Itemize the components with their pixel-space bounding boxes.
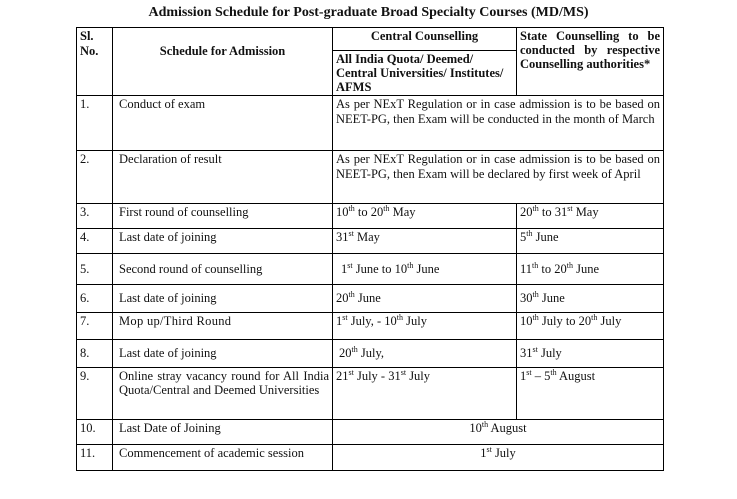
schedule-cell: Online stray vacancy round for All India Quota/Central and Deemed Universities [113,368,333,420]
row-number: 6. [77,285,113,313]
state-date-cell: 30th June [517,285,664,313]
table-row [77,254,664,285]
state-date-cell: 11th to 20th June [517,254,664,285]
schedule-cell: Last Date of Joining [113,420,333,445]
page-title: Admission Schedule for Post-graduate Broad Specialty Courses (MD/MS) [148,5,589,20]
central-date-cell: 10th to 20th May [333,204,517,229]
central-counselling-header: Central Counselling [333,28,517,51]
schedule-cell: Commencement of academic session [113,445,333,471]
row-number: 8. [77,340,113,368]
state-date-cell: 10th July to 20th July [517,313,664,340]
table-row [77,204,664,229]
central-date-cell: 21st July - 31st July [333,368,517,420]
row-number: 4. [77,229,113,254]
central-subheader: All India Quota/ Deemed/ Central Universities/ Institutes/ AFMS [333,51,517,96]
row-number: 11. [77,445,113,471]
schedule-cell: Mop up/Third Round [113,313,333,340]
row-number: 7. [77,313,113,340]
state-date-cell: 1st – 5th August [517,368,664,420]
table-row [77,151,664,204]
table-row [77,368,664,420]
table-row [77,96,664,151]
schedule-header: Schedule for Admission [113,28,333,96]
central-date-cell: 31st May [333,229,517,254]
merged-date-cell: 1st July [333,445,664,471]
header-row [77,28,664,51]
state-date-cell: 5th June [517,229,664,254]
schedule-cell: Conduct of exam [113,96,333,151]
table-row [77,420,664,445]
table-row [77,313,664,340]
merged-date-cell: 10th August [333,420,664,445]
row-number: 2. [77,151,113,204]
row-number: 1. [77,96,113,151]
central-date-cell: 1st July, - 10th July [333,313,517,340]
schedule-cell: Last date of joining [113,340,333,368]
table-row [77,340,664,368]
admission-schedule-table [76,27,664,471]
central-date-cell: 20th July, [333,340,517,368]
merged-date-cell: As per NExT Regulation or in case admission is to be based on NEET-PG, then Exam will be declared by first week of April [333,151,664,204]
table-row [77,229,664,254]
state-date-cell: 31st July [517,340,664,368]
merged-date-cell: As per NExT Regulation or in case admission is to be based on NEET-PG, then Exam will be conducted in the month of March [333,96,664,151]
row-number: 9. [77,368,113,420]
schedule-cell: Last date of joining [113,285,333,313]
schedule-cell: Declaration of result [113,151,333,204]
central-date-cell: 20th June [333,285,517,313]
state-counselling-header: State Counselling to be conducted by respective Counselling authorities* [517,28,664,96]
row-number: 10. [77,420,113,445]
schedule-cell: First round of counselling [113,204,333,229]
schedule-cell: Last date of joining [113,229,333,254]
central-date-cell: 1st June to 10th June [333,254,517,285]
table-row [77,285,664,313]
table-row [77,445,664,471]
row-number: 3. [77,204,113,229]
schedule-cell: Second round of counselling [113,254,333,285]
sl-no-header: Sl. No. [77,28,113,96]
row-number: 5. [77,254,113,285]
state-date-cell: 20th to 31st May [517,204,664,229]
